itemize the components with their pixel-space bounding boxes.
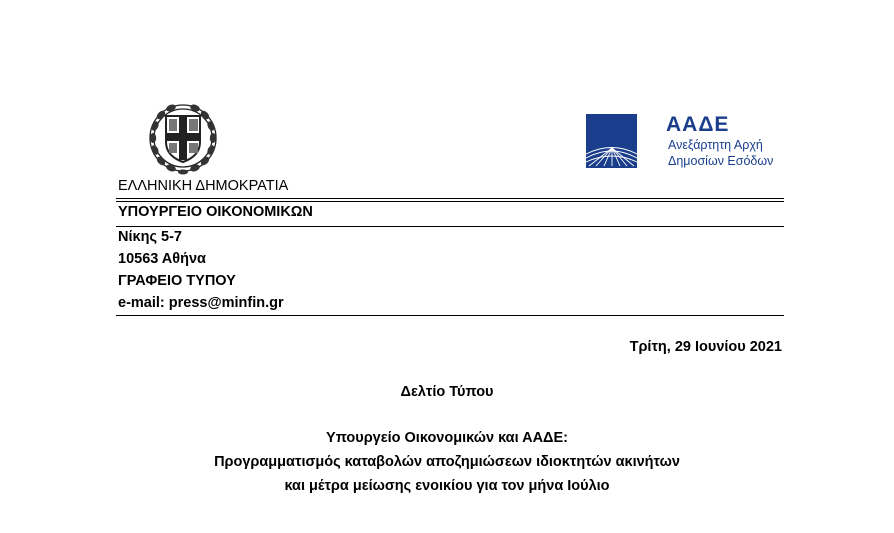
aade-logo-mark-icon [586, 114, 637, 168]
greek-coat-of-arms-icon [144, 98, 222, 176]
header-divider-mid [116, 226, 784, 227]
header-divider-bottom [116, 315, 784, 316]
document-type: Δελτίο Τύπου [400, 384, 494, 400]
header-divider-top-double [116, 201, 784, 202]
header-divider-top [116, 198, 784, 199]
headline-line-3: και μέτρα μείωσης ενοικίου για τον μήνα Ιούλιο [284, 478, 610, 494]
document-date: Τρίτη, 29 Ιουνίου 2021 [629, 339, 782, 355]
press-office-label: ΓΡΑΦΕΙΟ ΤΥΠΟΥ [118, 273, 236, 289]
aade-logo [586, 114, 782, 170]
aade-title: ΑΑΔΕ [666, 113, 730, 136]
republic-label: ΕΛΛΗΝΙΚΗ ΔΗΜΟΚΡΑΤΙΑ [118, 178, 289, 194]
email-line: e-mail: press@minfin.gr [118, 295, 284, 311]
headline-line-2: Προγραμματισμός καταβολών αποζημιώσεων ιδιοκτητών ακινήτων [214, 454, 680, 470]
headline-line-1: Υπουργείο Οικονομικών και ΑΑΔΕ: [326, 430, 568, 446]
address-street: Νίκης 5-7 [118, 229, 182, 245]
ministry-label: ΥΠΟΥΡΓΕΙΟ ΟΙΚΟΝΟΜΙΚΩΝ [118, 204, 313, 220]
address-city: 10563 Αθήνα [118, 251, 206, 267]
aade-subtitle-line2: Δημοσίων Εσόδων [668, 154, 774, 168]
aade-subtitle-line1: Ανεξάρτητη Αρχή [668, 138, 763, 152]
